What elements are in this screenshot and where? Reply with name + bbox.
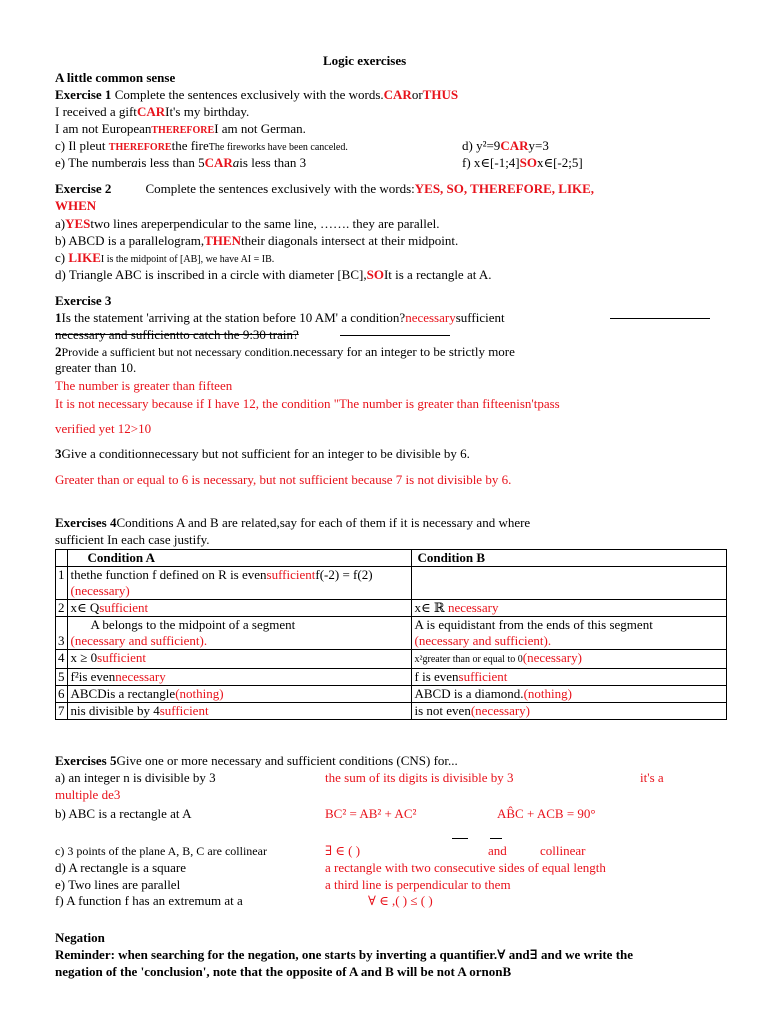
exercise-3-question: greater than 10. [55, 360, 137, 375]
exercise-1-line: d) y²=9CARy=3 [462, 138, 549, 153]
vector-bar [490, 838, 502, 839]
table-row: 1 thethe function f defined on R is evensufficientf(-2) = f(2)(necessary) [56, 567, 727, 600]
exercise-2-line: d) Triangle ABC is inscribed in a circle with diameter [BC],SOIt is a rectangle at A. [55, 267, 492, 282]
exercise-5-instruction: Exercises 5Give one or more necessary and sufficient conditions (CNS) for... [55, 753, 458, 768]
answer-text: Greater than or equal to 6 is necessary, but not sufficient because 7 is not divisible by 6. [55, 472, 512, 487]
table-row: 7 nis divisible by 4sufficient is not even(necessary) [56, 703, 727, 720]
exercise-3-question: 1Is the statement 'arriving at the station before 10 AM' a condition?necessarysufficient [55, 310, 505, 325]
table-header-row [56, 550, 727, 567]
negation-heading: Negation [55, 930, 105, 945]
exercise-5-answer: a third line is perpendicular to them [325, 877, 511, 892]
table-row: 3 A belongs to the midpoint of a segment (necessary and sufficient). A is equidistant from the ends of this segment (necessary and sufficient). [56, 617, 727, 650]
exercise-5-answer: and [488, 843, 507, 858]
exercise-3-question: 3Give a conditionnecessary but not sufficient for an integer to be divisible by 6. [55, 446, 470, 461]
exercise-label: Exercises 5 [55, 753, 117, 768]
conditions-table [55, 549, 727, 720]
exercise-5-answer: multiple de3 [55, 787, 121, 802]
exercise-2-line: c) LIKEI is the midpoint of [AB], we have AI = IB. [55, 250, 275, 265]
exercise-1-line: I received a giftCARIt's my birthday. [55, 104, 250, 119]
answer-text: verified yet 12>10 [55, 421, 152, 436]
strike-line [340, 335, 450, 336]
exercise-5-item: b) ABC is a rectangle at A [55, 806, 192, 821]
exercise-5-item: a) an integer n is divisible by 3 [55, 770, 216, 785]
exercise-2-instruction: Exercise 2 Complete the sentences exclusively with the words:YES, SO, THEREFORE, LIKE, [55, 181, 595, 196]
exercise-2-line: a)YEStwo lines areperpendicular to the same line, ……. they are parallel. [55, 216, 440, 231]
exercise-4-instruction: Exercises 4Conditions A and B are related,say for each of them if it is necessary and where [55, 515, 531, 530]
exercise-5-answer: it's a [640, 770, 664, 785]
exercise-5-item: e) Two lines are parallel [55, 877, 181, 892]
section-heading: A little common sense [55, 70, 176, 85]
answer-text: It is not necessary because if I have 12, the condition "The number is greater than fifteenisn'tpass [55, 396, 560, 411]
table-row: 4 x ≥ 0sufficient x²greater than or equal to 0(necessary) [56, 650, 727, 669]
exercise-5-item: f) A function f has an extremum at a [55, 893, 243, 908]
exercise-1-line: c) Il pleut THEREFOREthe fireThe fireworks have been canceled. [55, 138, 348, 153]
exercise-3-struck-text: necessary and sufficientto catch the 9:30 train? [55, 327, 299, 342]
exercise-4-instruction: sufficient In each case justify. [55, 532, 210, 547]
column-header: Condition A [67, 550, 411, 567]
exercise-5-answer: a rectangle with two consecutive sides of equal length [325, 860, 606, 875]
table-row: 5 f²is evennecessary f is evensufficient [56, 669, 727, 686]
exercise-1-instruction: Exercise 1 Complete the sentences exclusively with the words.CARorTHUS [55, 87, 459, 102]
exercise-3-question: 2Provide a sufficient but not necessary condition.necessary for an integer to be strictly more [55, 344, 515, 359]
exercise-5-answer: collinear [540, 843, 586, 858]
page-title: Logic exercises [323, 53, 407, 68]
vector-bar [452, 838, 468, 839]
exercise-5-answer: the sum of its digits is divisible by 3 [325, 770, 514, 785]
negation-reminder: Reminder: when searching for the negation, one starts by inverting a quantifier.∀ and∃ and we write the [55, 947, 634, 962]
exercise-5-answer: ∃ ∈ ( ) [325, 843, 361, 858]
exercise-label: Exercise 1 [55, 87, 112, 102]
negation-reminder: negation of the 'conclusion', note that the opposite of A and B will be not A ornonB [55, 964, 512, 979]
table-row: 6 ABCDis a rectangle(nothing) ABCD is a diamond.(nothing) [56, 686, 727, 703]
exercise-2-line: b) ABCD is a parallelogram,THENtheir diagonals intersect at their midpoint. [55, 233, 459, 248]
exercise-2-words: WHEN [55, 198, 97, 213]
exercise-5-answer: ∀ ∈ ,( ) ≤ ( ) [368, 893, 433, 908]
exercise-label: Exercise 2 [55, 181, 112, 196]
table-row: 2 x∈ Qsufficient x∈ ℝ necessary [56, 600, 727, 617]
exercise-5-answer: BC² = AB² + AC² [325, 806, 417, 821]
exercise-1-line: I am not EuropeanTHEREFOREI am not German. [55, 121, 306, 136]
column-header: Condition B [411, 550, 727, 567]
exercise-label: Exercises 4 [55, 515, 117, 530]
strike-line [610, 318, 710, 319]
exercise-5-answer: AB̂C + ACB = 90° [497, 806, 596, 821]
exercise-label: Exercise 3 [55, 293, 112, 308]
answer-text: The number is greater than fifteen [55, 378, 233, 393]
exercise-5-item: d) A rectangle is a square [55, 860, 187, 875]
exercise-1-line: f) x∈[-1;4]SOx∈[-2;5] [462, 155, 583, 170]
exercise-1-line: e) The numberais less than 5CARais less than 3 [55, 155, 307, 170]
exercise-5-item: c) 3 points of the plane A, B, C are collinear [55, 844, 267, 858]
